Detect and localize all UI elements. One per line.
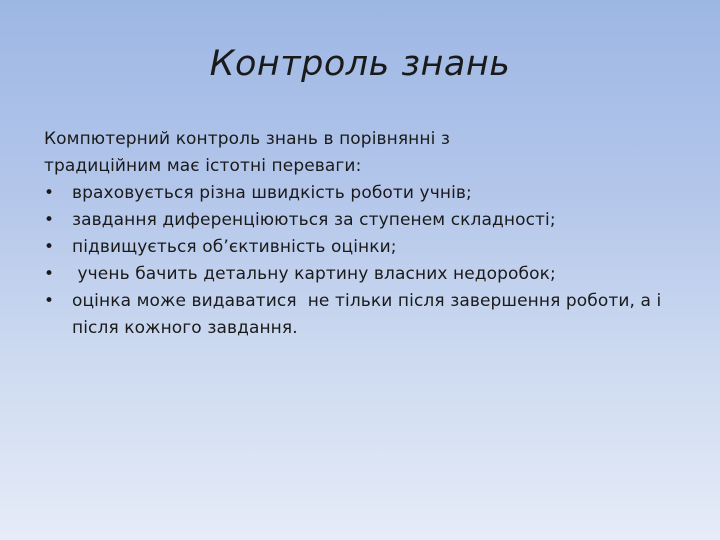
slide-body (44, 126, 684, 342)
bullet-item (44, 207, 684, 234)
bullet-item (44, 288, 684, 342)
intro-text (44, 126, 684, 180)
bullet-dot-icon: • (44, 291, 55, 311)
intro-line-1: Компютерний контроль знань в порівнянні з (44, 129, 451, 149)
bullet-item (44, 261, 684, 288)
bullet-item (44, 234, 684, 261)
bullet-text: враховується різна швидкість роботи учнів; (72, 183, 472, 203)
bullet-text: завдання диференціюються за ступенем складності; (72, 210, 556, 230)
bullet-dot-icon: • (44, 237, 55, 257)
bullet-list (44, 180, 684, 342)
intro-line-2: традиційним має істотні переваги: (44, 156, 362, 176)
slide-title: Контроль знань (209, 44, 511, 84)
bullet-dot-icon: • (44, 210, 55, 230)
bullet-item (44, 180, 684, 207)
bullet-dot-icon: • (44, 183, 55, 203)
bullet-text: підвищується об’єктивність оцінки; (72, 237, 397, 257)
bullet-text: учень бачить детальну картину власних недоробок; (72, 264, 556, 284)
bullet-dot-icon: • (44, 264, 55, 284)
bullet-text: оцінка може видаватися не тільки після завершення роботи, а і після кожного завдання. (72, 291, 667, 338)
